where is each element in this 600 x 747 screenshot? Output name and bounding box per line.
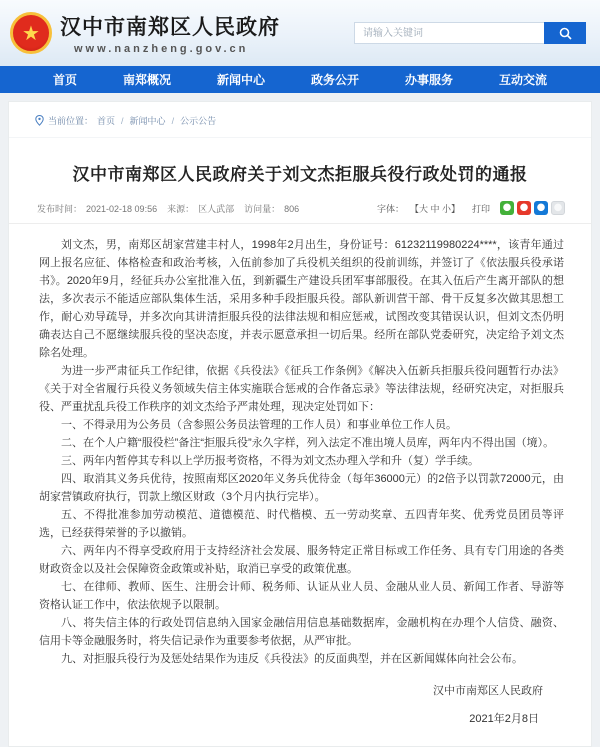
article-paragraph: 六、两年内不得享受政府用于支持经济社会发展、服务特定正常目标或工作任务、具有专门用途的各类财政资金以及社会保障资金政策或补贴，取消已享受的政策优惠。 <box>39 545 564 575</box>
nav-item-interaction[interactable]: 互动交流 <box>498 73 547 87</box>
source-label: 来源： <box>167 203 195 214</box>
nav-item-overview[interactable]: 南郑概况 <box>122 73 171 87</box>
article-signature <box>9 668 591 732</box>
article-body <box>9 224 591 668</box>
breadcrumb-news-center[interactable]: 新闻中心 <box>129 116 166 126</box>
views-label: 访问量： <box>244 203 281 214</box>
site-identity <box>60 11 280 55</box>
share-icons <box>500 201 565 215</box>
copy-link-icon[interactable] <box>551 201 565 215</box>
signature-organization: 汉中市南郑区人民政府 <box>433 685 543 697</box>
content-card <box>8 101 592 747</box>
publish-time-value: 2021-02-18 09:56 <box>86 203 158 214</box>
article-paragraph: 九、对拒服兵役行为及惩处结果作为违反《兵役法》的反面典型，并在区新闻媒体向社会公布。 <box>61 653 523 665</box>
breadcrumb-label: 当前位置： <box>48 116 94 126</box>
article-paragraph: 五、不得批准参加劳动模范、道德模范、时代楷模、五一劳动奖章、五四青年奖、优秀党员团员等评选，已经获得荣誉的予以撤销。 <box>39 509 564 539</box>
main-nav <box>0 66 600 93</box>
source-value: 区人武部 <box>198 203 235 214</box>
breadcrumb-separator: / <box>171 115 175 126</box>
nav-item-home[interactable]: 首页 <box>52 73 77 87</box>
nav-item-gov-info[interactable]: 政务公开 <box>310 73 359 87</box>
search-box <box>354 22 586 44</box>
breadcrumb-home[interactable]: 首页 <box>97 116 116 126</box>
breadcrumb <box>9 112 591 138</box>
qq-share-icon[interactable] <box>534 201 548 215</box>
weibo-share-icon[interactable] <box>517 201 531 215</box>
breadcrumb-announcements[interactable]: 公示公告 <box>180 116 217 126</box>
location-pin-icon <box>35 115 44 126</box>
article-toolbar <box>377 201 565 215</box>
article-paragraph: 刘文杰，男，南郑区胡家营建丰村人，1998年2月出生，身份证号：61232119980224****，该青年通过网上报名应征、体格检查和政治考核，入伍前参加了兵役机关组织的役前训练，并签订了《依法服兵役承诺书》。2020年9月，经征兵办公室批准入伍，到新疆生产建设兵团军事部服役。在其入伍后产生离开部队的想法，多次表示不能适应部队集体生活，采用多种手段拒服兵役。部队新训营干部、骨干反复多次做其思想工作，耐心劝导疏导，并多次向其讲清拒服兵役的法律法规和相应惩戒，试图改变其错误认识，但刘文杰仍明确表达自己不愿继续服兵役的坚决态度，并表示愿意承担一切后果。经所在部队党委研究，决定给予刘文杰除名处理。 <box>39 239 564 359</box>
wechat-share-icon[interactable] <box>500 201 514 215</box>
font-size-controls[interactable]: 【大 中 小】 <box>409 203 460 214</box>
breadcrumb-separator: / <box>121 115 124 126</box>
search-input[interactable] <box>354 22 544 44</box>
article-paragraph: 四、取消其义务兵优待，按照南郑区2020年义务兵优待金（每年36000元）的2倍予以罚款72000元，由胡家营镇政府执行，罚款上缴区财政（3个月内执行完毕）。 <box>39 473 564 503</box>
article-paragraph: 八、将失信主体的行政处罚信息纳入国家金融信用信息基础数据库，金融机构在办理个人信贷、融资、信用卡等金融服务时，将失信记录作为重要参考依据，从严审批。 <box>39 617 564 647</box>
signature-date: 2021年2月8日 <box>469 713 539 725</box>
search-button[interactable] <box>544 22 586 44</box>
site-header <box>0 0 600 66</box>
article-paragraph: 三、两年内暂停其专科以上学历报考资格，不得为刘文杰办理入学和升（复）学手续。 <box>61 455 479 467</box>
article-paragraph: 七、在律师、教师、医生、注册会计师、税务师、认证从业人员、金融从业人员、新闻工作者、导游等资格认证工作中，依法依规予以限制。 <box>39 581 564 611</box>
views-value: 806 <box>284 203 300 214</box>
article-paragraph: 二、在个人户籍“服役栏”备注“拒服兵役”永久字样，列入法定不准出境人员库，两年内不得出国（境）。 <box>61 437 555 449</box>
nav-item-news[interactable]: 新闻中心 <box>216 73 265 87</box>
font-size-label: 字体： <box>376 203 404 214</box>
search-icon <box>559 27 572 40</box>
print-button[interactable]: 打印 <box>471 203 490 214</box>
article-meta-row <box>9 201 591 224</box>
article-paragraph: 一、不得录用为公务员（含参照公务员法管理的工作人员）和事业单位工作人员。 <box>61 419 457 431</box>
article-title: 汉中市南郑区人民政府关于刘文杰拒服兵役行政处罚的通报 <box>72 165 528 184</box>
national-emblem-logo: ★ <box>10 12 52 54</box>
article-paragraph: 为进一步严肃征兵工作纪律，依据《兵役法》《征兵工作条例》《解决入伍新兵拒服兵役问题暂行办法》《关于对全省履行兵役义务领域失信主体实施联合惩戒的合作备忘录》等法律法规，经研究决定，对拒服兵役、严重扰乱兵役工作秩序的刘文杰给予严肃处理，现决定处罚如下： <box>39 365 564 413</box>
article-meta <box>37 202 303 215</box>
nav-item-services[interactable]: 办事服务 <box>404 73 453 87</box>
site-url: www.nanzheng.gov.cn <box>74 43 249 55</box>
site-logo-area <box>10 11 280 55</box>
publish-time-label: 发布时间： <box>37 203 83 214</box>
site-title: 汉中市南郑区人民政府 <box>60 16 280 39</box>
